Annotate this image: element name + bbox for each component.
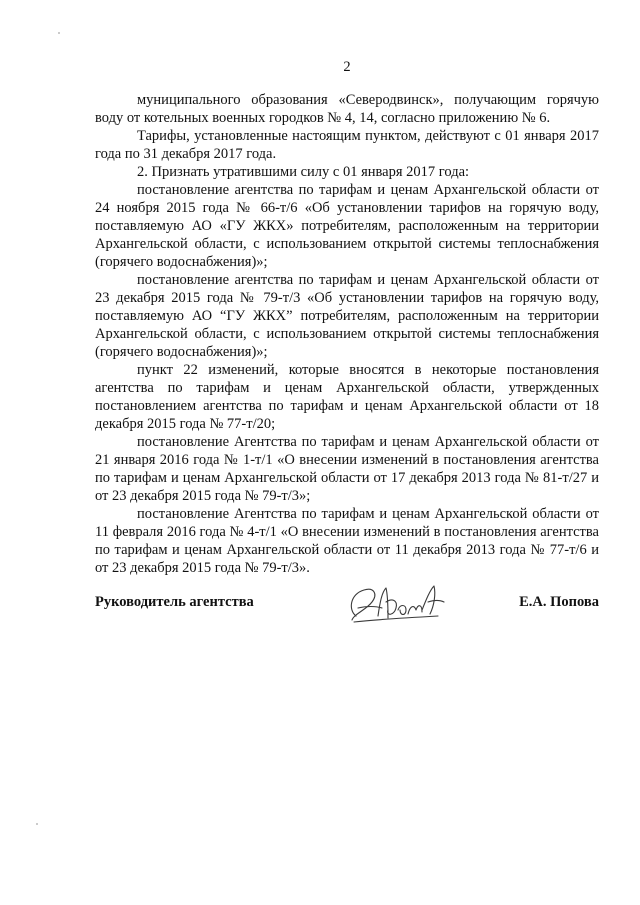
page-number: 2: [343, 59, 351, 75]
document-body: [95, 91, 599, 577]
signatory-name: Е.А. Попова: [519, 594, 599, 610]
paragraph-tariff-period: Тарифы, установленные настоящим пунктом, действуют с 01 января 2017 года по 31 декабря 2017 года.: [95, 128, 599, 162]
scan-speck: [36, 823, 38, 825]
paragraph-item-2: 2. Признать утратившими силу с 01 января 2017 года:: [137, 164, 470, 180]
signatory-title: Руководитель агентства: [95, 594, 254, 610]
scan-speck: [58, 32, 60, 34]
paragraph-item-22: пункт 22 изменений, которые вносятся в некоторые постановления агентства по тарифам и ценам Архангельской области, утвержденных постановлением агентства по тарифам и ценам Архангельской области от 18 декабря 2015 года № 77-т/20;: [95, 362, 599, 432]
handwritten-signature: [342, 580, 452, 626]
paragraph-resolution-79: постановление агентства по тарифам и ценам Архангельской области от 23 декабря 2015 года № 79-т/3 «Об установлении тарифов на горячую воду, поставляемую АО “ГУ ЖКХ” потребителям, расположенным на территории Архангельской области, с использованием открытой системы теплоснабжения (горячего водоснабжения)»;: [95, 272, 599, 360]
signature-block: [95, 586, 599, 626]
paragraph-continuation: муниципального образования «Северодвинск», получающим горячую воду от котельных военных городков № 4, 14, согласно приложению № 6.: [95, 92, 599, 126]
paragraph-resolution-4: постановление Агентства по тарифам и ценам Архангельской области от 11 февраля 2016 года № 4-т/1 «О внесении изменений в постановления агентства по тарифам и ценам Архангельской области от 11 декабря 2013 года № 77-т/6 и от 23 декабря 2015 года № 79-т/3».: [95, 506, 599, 576]
paragraph-resolution-66: постановление агентства по тарифам и ценам Архангельской области от 24 ноября 2015 года № 66-т/6 «Об установлении тарифов на горячую воду, поставляемую АО «ГУ ЖКХ» потребителям, расположенным на территории Архангельской области, с использованием открытой системы теплоснабжения (горячего водоснабжения)»;: [95, 182, 599, 270]
paragraph-resolution-1: постановление Агентства по тарифам и ценам Архангельской области от 21 января 2016 года № 1-т/1 «О внесении изменений в постановления агентства по тарифам и ценам Архангельской области от 17 декабря 2013 года № 81-т/27 и от 23 декабря 2015 года № 79-т/3»;: [95, 434, 599, 504]
